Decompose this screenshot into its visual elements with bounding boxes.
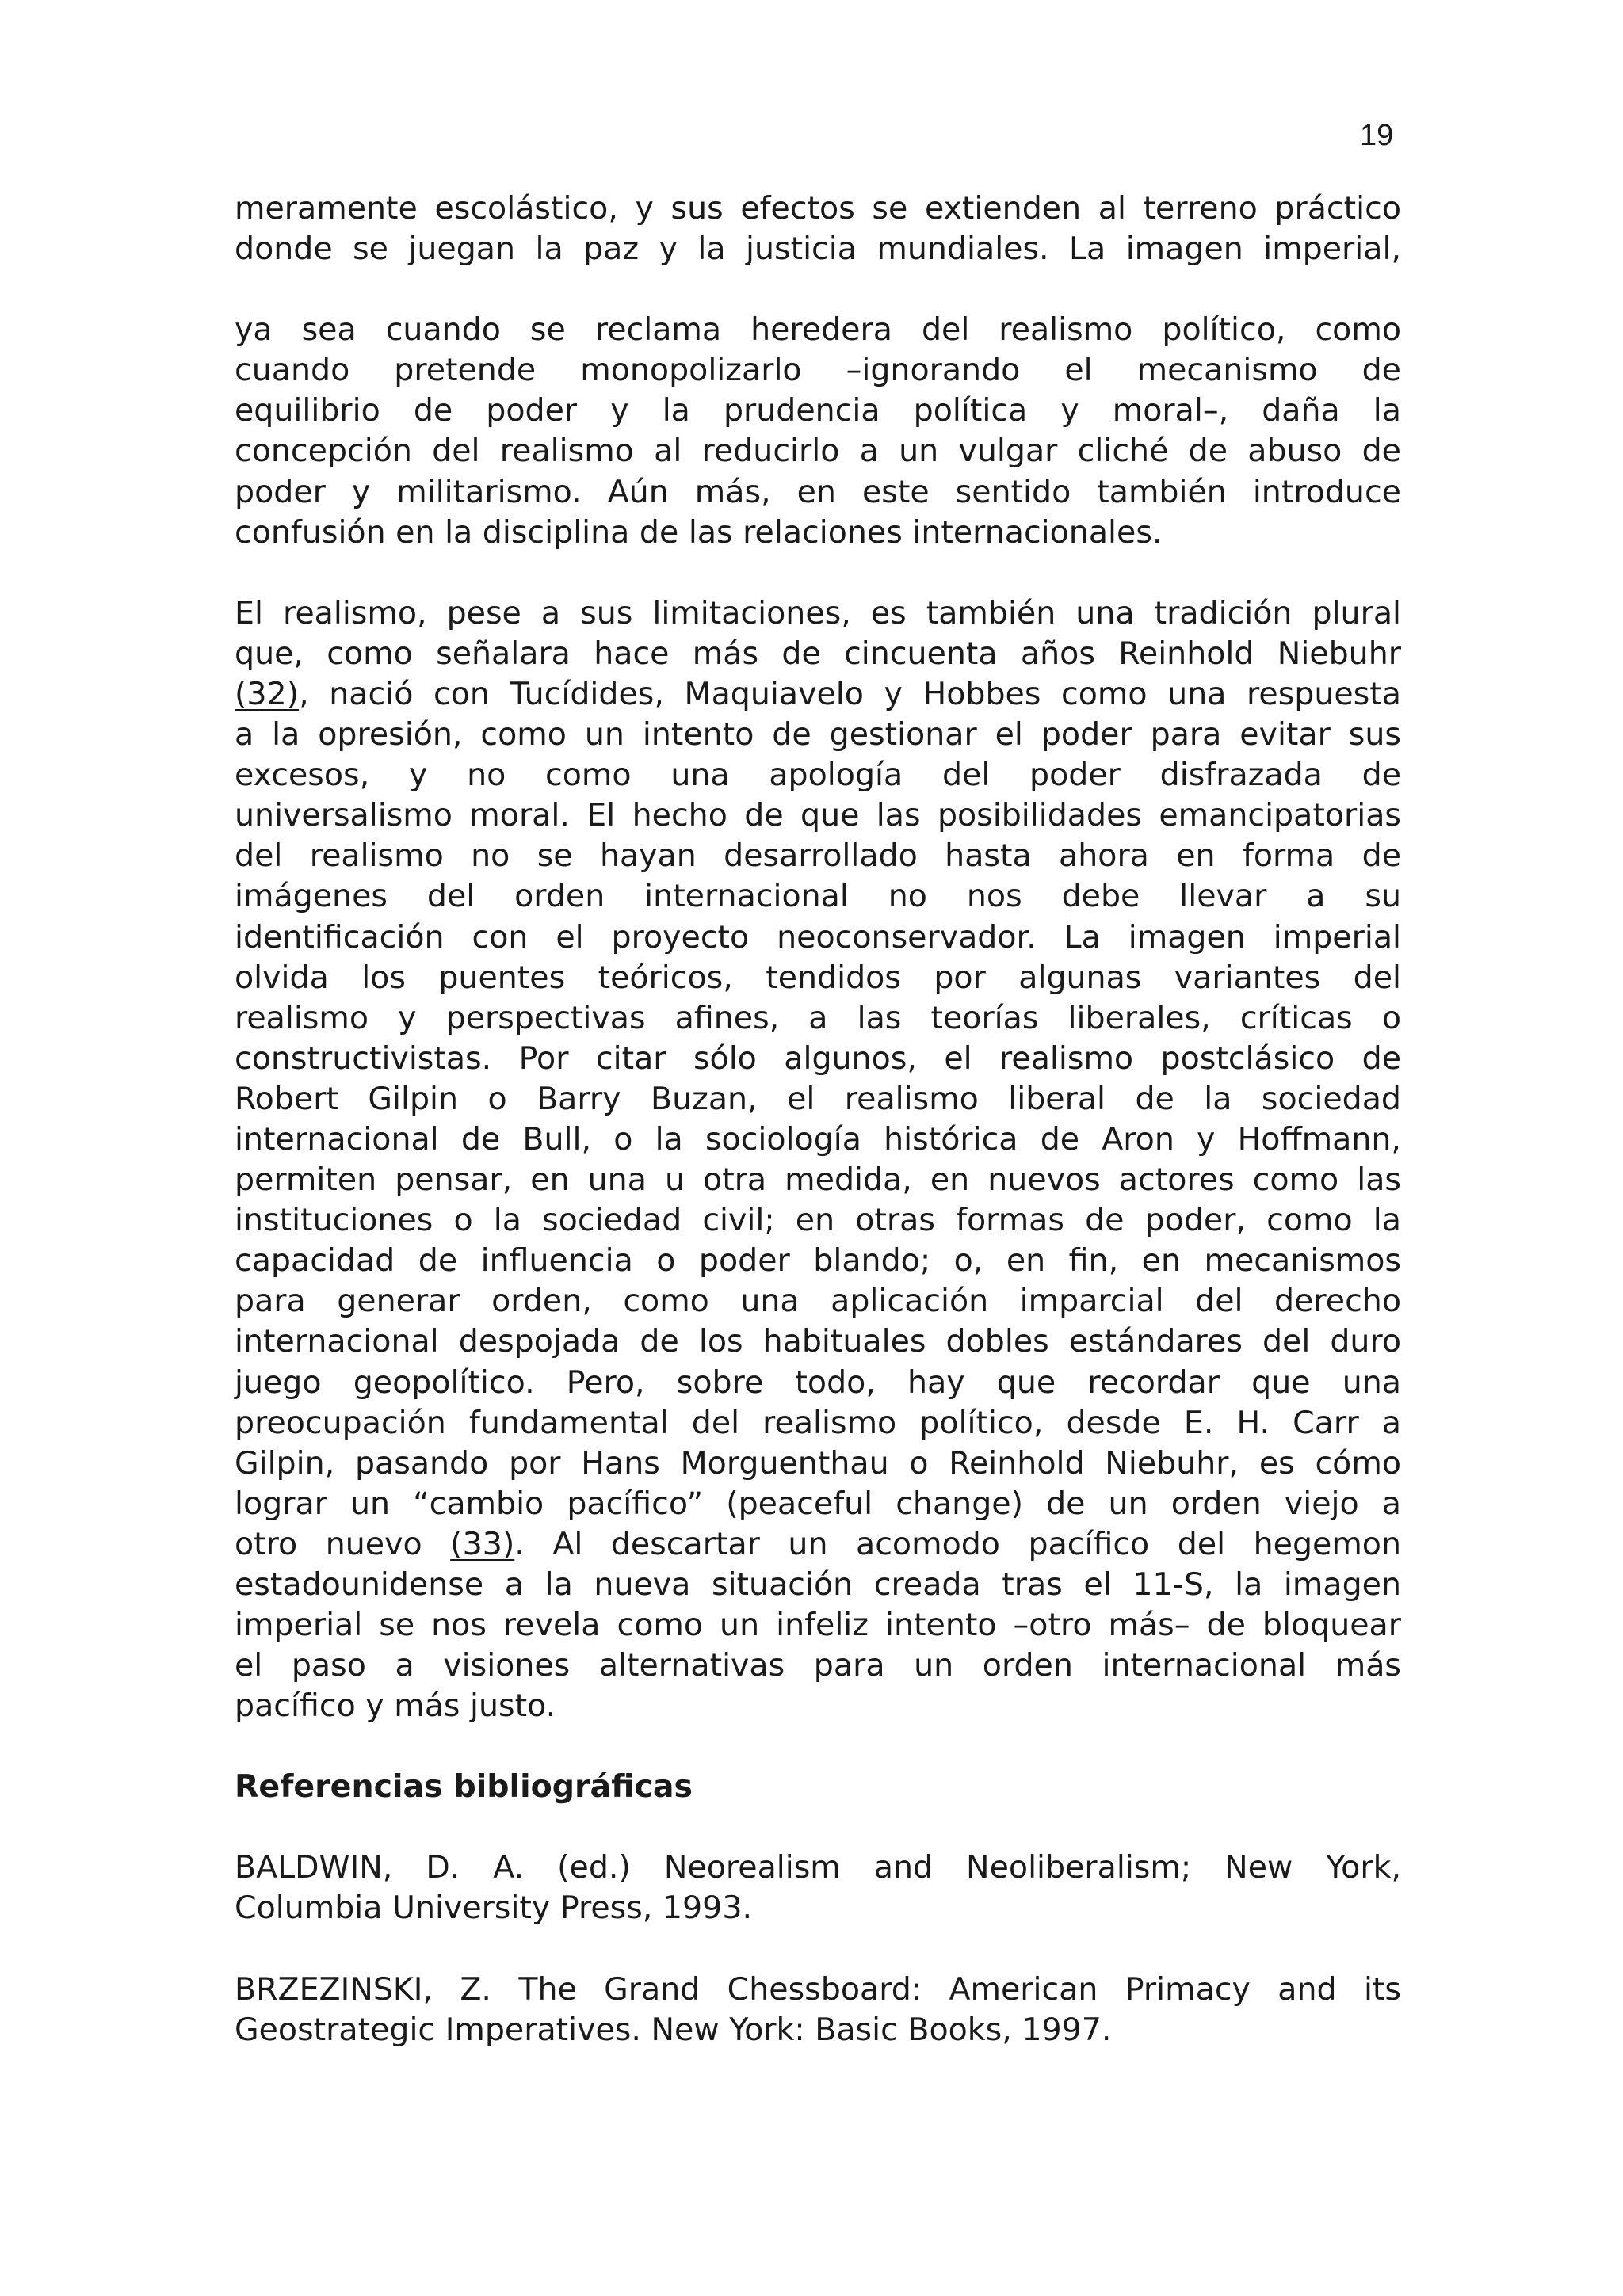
text-line: que, como señalara hace más de cincuenta años Reinhold Niebuhr [235, 635, 1401, 672]
text-line: Geostrategic Imperatives. New York: Basic Books, 1997. [235, 2011, 1112, 2048]
text-line: BRZEZINSKI, Z. The Grand Chessboard: American Primacy and its [235, 1970, 1401, 2008]
text-line: concepción del realismo al reducirlo a un vulgar cliché de abuso de [235, 433, 1401, 470]
text-line: BALDWIN, D. A. (ed.) Neorealism and Neoliberalism; New York, [235, 1849, 1401, 1886]
text-line: ya sea cuando se reclama heredera del realismo político, como [235, 311, 1401, 349]
text-line: meramente escolástico, y sus efectos se extienden al terreno práctico [235, 190, 1401, 227]
text-line: a la opresión, como un intento de gestionar el poder para evitar sus [235, 716, 1401, 753]
text-line: universalismo moral. El hecho de que las posibilidades emancipatorias [235, 797, 1401, 834]
text-line: realismo y perspectivas afines, a las teorías liberales, críticas o [235, 999, 1401, 1036]
text-line: del realismo no se hayan desarrollado hasta ahora en forma de [235, 837, 1401, 875]
text-line: identificación con el proyecto neoconservador. La imagen imperial [235, 918, 1401, 955]
text-line: excesos, y no como una apología del poder disfrazada de [235, 757, 1401, 794]
references-heading: Referencias bibliográficas [235, 1768, 693, 1806]
text-line: pacífico y más justo. [235, 1688, 556, 1725]
reference-item-baldwin [235, 1848, 1401, 1928]
text-line: internacional de Bull, o la sociología histórica de Aron y Hoffmann, [235, 1120, 1401, 1158]
text-line: Columbia University Press, 1993. [235, 1890, 753, 1927]
text-line: imágenes del orden internacional no nos debe llevar a su [235, 878, 1401, 915]
text-line: olvida los puentes teóricos, tendidos por algunas variantes del [235, 959, 1401, 996]
page-number: 19 [1360, 119, 1394, 152]
text-fragment: otro nuevo [235, 1525, 451, 1562]
text-line: donde se juegan la paz y la justicia mundiales. La imagen imperial, [235, 231, 1401, 268]
text-line: imperial se nos revela como un infeliz intento –otro más– de bloquear [235, 1607, 1401, 1644]
text-line: estadounidense a la nueva situación creada tras el 11-S, la imagen [235, 1566, 1401, 1603]
text-fragment: , nació con Tucídides, Maquiavelo y Hobbes como una respuesta [299, 675, 1401, 712]
footnote-link-32[interactable]: (32) [235, 675, 300, 712]
text-line: para generar orden, como una aplicación imparcial del derecho [235, 1283, 1401, 1320]
paragraph-3 [235, 593, 1401, 1727]
text-line: instituciones o la sociedad civil; en otras formas de poder, como la [235, 1202, 1401, 1239]
text-line: internacional despojada de los habituales dobles estándares del duro [235, 1323, 1401, 1360]
text-line: lograr un “cambio pacífico” (peaceful change) de un orden viejo a [235, 1485, 1401, 1522]
text-line: capacidad de influencia o poder blando; o, en fin, en mecanismos [235, 1242, 1401, 1280]
paragraph-1 [235, 189, 1401, 269]
text-line: equilibrio de poder y la prudencia política y moral–, daña la [235, 392, 1401, 429]
reference-item-brzezinski [235, 1970, 1401, 2050]
text-line: Gilpin, pasando por Hans Morguenthau o Reinhold Niebuhr, es cómo [235, 1444, 1401, 1482]
text-line [235, 674, 1401, 715]
text-line: el paso a visiones alternativas para un orden internacional más [235, 1647, 1401, 1684]
text-line: El realismo, pese a sus limitaciones, es también una tradición plural [235, 594, 1401, 631]
text-line: confusión en la disciplina de las relaciones internacionales. [235, 513, 1163, 551]
text-fragment: . Al descartar un acomodo pacífico del hegemon [514, 1525, 1402, 1562]
footnote-link-33[interactable]: (33) [450, 1525, 515, 1562]
text-line: poder y militarismo. Aún más, en este sentido también introduce [235, 473, 1401, 510]
text-line [235, 1524, 1401, 1565]
paragraph-2 [235, 310, 1401, 553]
text-line: preocupación fundamental del realismo político, desde E. H. Carr a [235, 1404, 1401, 1441]
text-line: constructivistas. Por citar sólo algunos, el realismo postclásico de [235, 1039, 1401, 1077]
text-line: cuando pretende monopolizarlo –ignorando el mecanismo de [235, 352, 1401, 389]
text-line: juego geopolítico. Pero, sobre todo, hay que recordar que una [235, 1363, 1401, 1401]
text-line: Robert Gilpin o Barry Buzan, el realismo liberal de la sociedad [235, 1080, 1401, 1117]
document-body [235, 189, 1401, 2091]
text-line: permiten pensar, en una u otra medida, en nuevos actores como las [235, 1161, 1401, 1199]
